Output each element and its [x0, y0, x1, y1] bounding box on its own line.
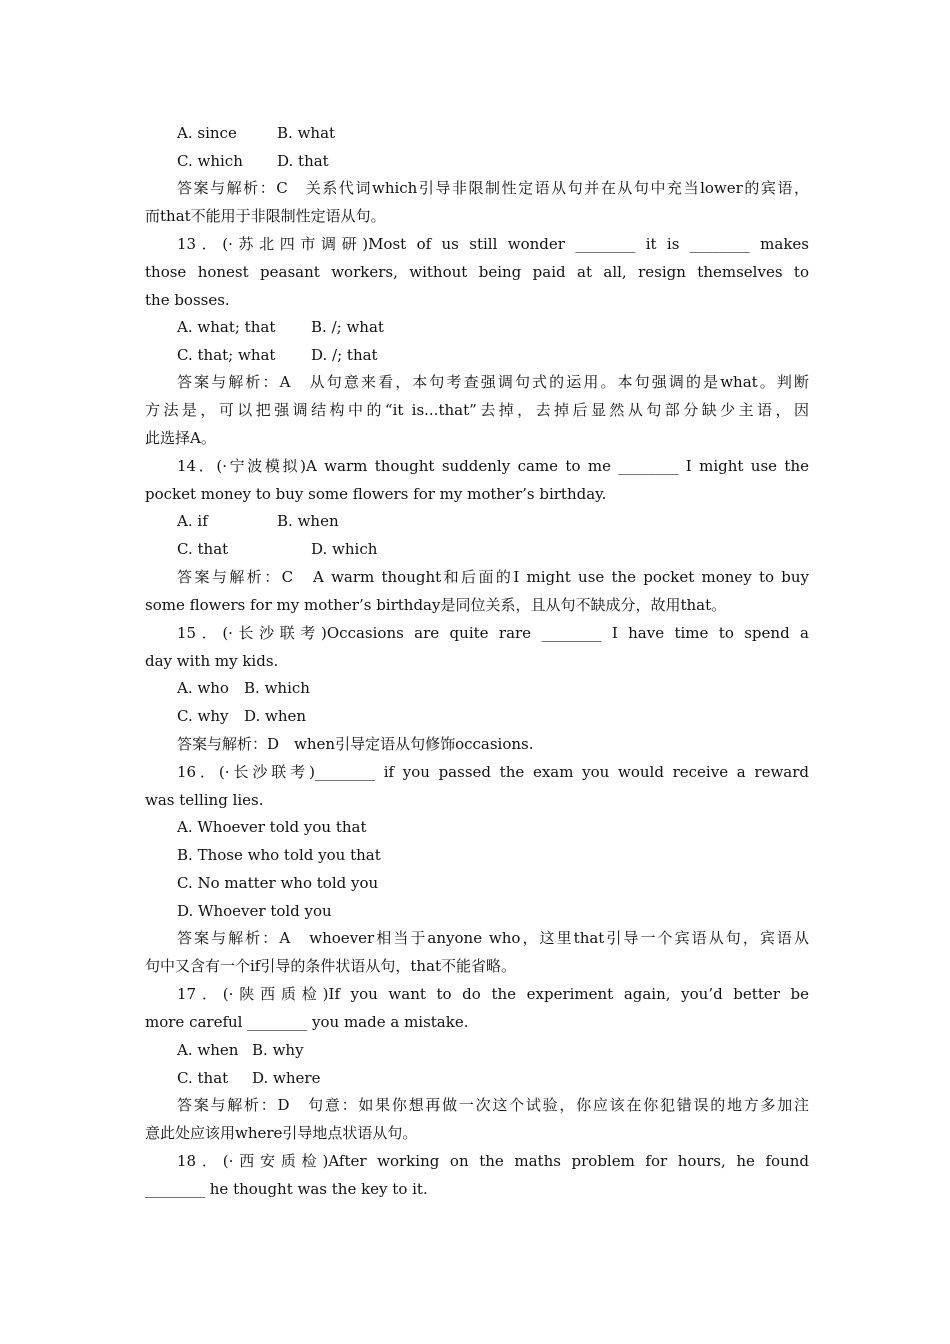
q16-option-d: D. Whoever told you	[177, 902, 332, 920]
q15-option-c: C. why	[177, 707, 229, 725]
q13-stem-line-2: those honest peasant workers, without being paid at all, resign themselves to	[145, 263, 809, 281]
q13-stem-line-3: the bosses.	[145, 291, 230, 309]
q15-option-d: D. when	[244, 707, 307, 725]
q15-stem-line-1: 15．(·长沙联考)Occasions are quite rare ________ I have time to spend a	[177, 624, 809, 642]
q17-answer-line-2: 意此处应该用where引导地点状语从句。	[145, 1124, 418, 1142]
q17-option-c: C. that	[177, 1069, 229, 1087]
q14-option-b: B. when	[277, 512, 339, 530]
q12-option-c: C. which	[177, 152, 243, 170]
q14-stem-line-2: pocket money to buy some flowers for my mother’s birthday.	[145, 485, 607, 503]
q15-stem-line-2: day with my kids.	[145, 652, 279, 670]
q13-answer-line-3: 此选择A。	[145, 429, 216, 447]
q14-answer-line-2: some flowers for my mother’s birthday是同位关系，且从句不缺成分，故用that。	[145, 596, 727, 614]
q16-answer-line-2: 句中又含有一个if引导的条件状语从句，that不能省略。	[145, 957, 517, 975]
q15-answer-line-1: 答案与解析：D when引导定语从句修饰occasions.	[177, 735, 534, 753]
q12-option-d: D. that	[277, 152, 329, 170]
q14-option-a: A. if	[177, 512, 208, 530]
q16-option-c: C. No matter who told you	[177, 874, 379, 892]
q17-answer-line-1: 答案与解析：D 句意：如果你想再做一次这个试验，你应该在你犯错误的地方多加注	[177, 1096, 809, 1114]
q14-option-d: D. which	[311, 540, 378, 558]
q16-option-b: B. Those who told you that	[177, 846, 381, 864]
q17-option-d: D. where	[252, 1069, 321, 1087]
q16-answer-line-1: 答案与解析：A whoever相当于anyone who，这里that引导一个宾语从句，宾语从	[177, 929, 809, 947]
q16-stem-line-2: was telling lies.	[145, 791, 264, 809]
q12-option-b: B. what	[277, 124, 336, 142]
q14-option-c: C. that	[177, 540, 229, 558]
q13-answer-line-2: 方法是，可以把强调结构中的“it is...that”去掉，去掉后显然从句部分缺少主语，因	[145, 401, 809, 419]
q13-option-d: D. /; that	[311, 346, 378, 364]
q17-stem-line-2: more careful ________ you made a mistake.	[145, 1013, 469, 1031]
q12-option-a: A. since	[177, 124, 237, 142]
q13-answer-line-1: 答案与解析：A 从句意来看，本句考查强调句式的运用。本句强调的是what。判断	[177, 373, 809, 391]
q12-answer-line-1: 答案与解析：C 关系代词which引导非限制性定语从句并在从句中充当lower的宾语，	[177, 179, 809, 197]
q17-stem-line-1: 17．(·陕西质检)If you want to do the experiment again, you’d better be	[177, 985, 809, 1003]
q15-option-a: A. who	[177, 679, 229, 697]
q13-option-c: C. that; what	[177, 346, 276, 364]
q13-option-b: B. /; what	[311, 318, 384, 336]
q12-answer-line-2: 而that不能用于非限制性定语从句。	[145, 207, 386, 225]
q18-stem-line-2: ________ he thought was the key to it.	[145, 1180, 428, 1198]
q18-stem-line-1: 18．(·西安质检)After working on the maths problem for hours, he found	[177, 1152, 809, 1170]
q13-option-a: A. what; that	[177, 318, 276, 336]
q17-option-b: B. why	[252, 1041, 304, 1059]
q14-answer-line-1: 答案与解析：C A warm thought和后面的I might use the pocket money to buy	[177, 568, 809, 586]
q17-option-a: A. when	[177, 1041, 239, 1059]
q15-option-b: B. which	[244, 679, 310, 697]
q16-option-a: A. Whoever told you that	[177, 818, 367, 836]
q14-stem-line-1: 14．(·宁波模拟)A warm thought suddenly came to me ________ I might use the	[177, 457, 809, 475]
q13-stem-line-1: 13．(·苏北四市调研)Most of us still wonder ________ it is ________ makes	[177, 235, 809, 253]
q16-stem-line-1: 16．(·长沙联考)________ if you passed the exam you would receive a reward	[177, 763, 809, 781]
